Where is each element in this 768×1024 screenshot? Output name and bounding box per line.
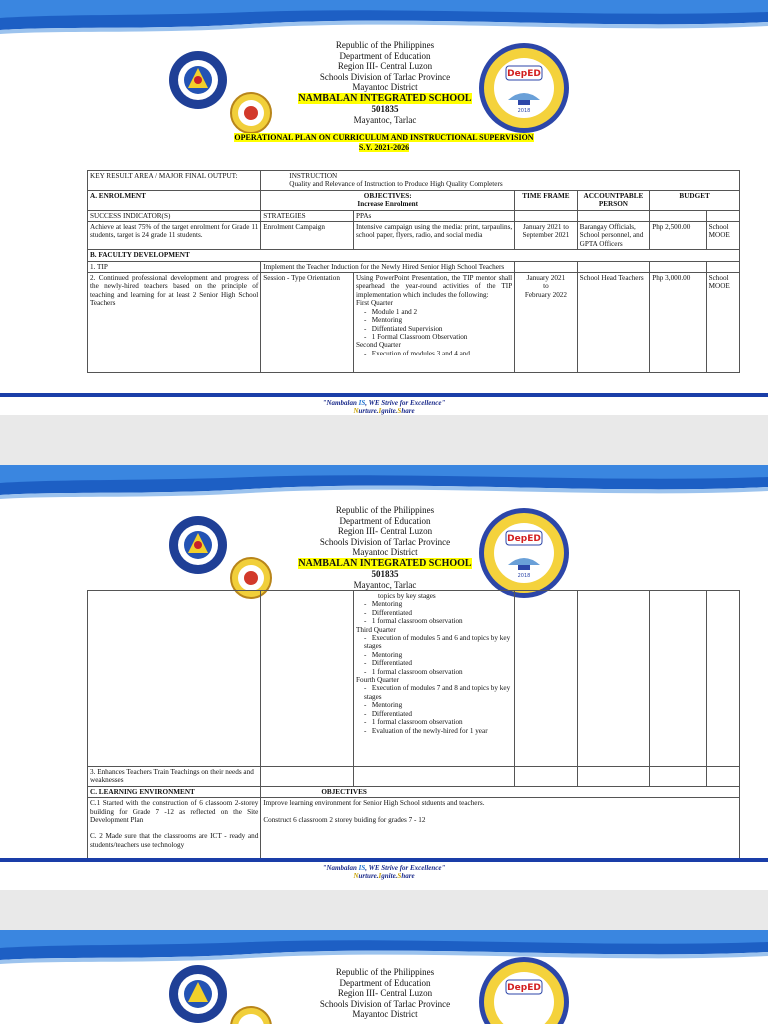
list-item: - Differentiated — [364, 659, 413, 668]
list-item: - Differentiated — [364, 608, 413, 617]
header-line-division: Schools Division of Tarlac Province — [319, 71, 451, 82]
table-row: C.1 Started with the construction of 6 classoom 2-storey building for Grade 7 -12 as reflected on the Site Development Plan C. 2 Made sure that the classrooms are ICT - ready and students/teachers use technology Improve learning environment for Senior High School stduents and teachers. Construct 6 classroom 2 storey buiding for grades 7 - 12 — [88, 798, 740, 860]
strategies-header: STRATEGIES — [261, 210, 354, 221]
school-id: 501835 — [371, 104, 399, 114]
page-2 — [0, 465, 768, 890]
footer-bar — [0, 858, 768, 862]
school-seal-right — [478, 42, 570, 134]
list-item: - Execution of modules 5 and 6 and topics by key stages — [364, 634, 511, 651]
objectives-label: OBJECTIVES: — [363, 191, 412, 200]
operational-plan-table-1 — [87, 170, 740, 373]
table-row — [88, 210, 740, 221]
kra-value: INSTRUCTION — [289, 172, 338, 180]
svg-text:DepED: DepED — [507, 534, 541, 544]
school-motto: "Nambalan IS, WE Strive for Excellence" Nurture.Ignite.Share — [322, 399, 446, 415]
school-seal-right — [478, 956, 570, 1024]
school-header: Republic of the Philippines Department of Education Region III- Central Luzon Schools Division of Tarlac Province Mayantoc District — [319, 967, 451, 1019]
svg-text:2018: 2018 — [517, 573, 531, 579]
header-line-deped: Department of Education — [339, 50, 431, 61]
list-item: - Module 1 and 2 — [363, 307, 418, 316]
header-line-region: Region III- Central Luzon — [337, 61, 433, 71]
list-item: - Differentiated — [364, 709, 413, 718]
list-item: - Execution of modules 7 and 8 and topics by key stages — [364, 684, 511, 701]
plan-school-year: S.Y. 2021-2026 — [358, 143, 410, 152]
objectives-label: OBJECTIVES — [261, 786, 740, 797]
list-item: - Mentoring — [363, 316, 403, 325]
page-3 — [0, 930, 768, 1024]
school-motto: "Nambalan IS, WE Strive for Excellence" Nurture.Ignite.Share — [322, 864, 446, 880]
division-seal-middle — [230, 1006, 272, 1024]
list-item: - 1 formal classroom observation — [364, 718, 463, 727]
list-item: - Mentoring — [364, 600, 403, 609]
list-item: - Diffentiated Supervision — [363, 324, 443, 333]
section-c-header: C. LEARNING ENVIRONMENT — [88, 786, 261, 797]
list-item: - Evaluation of the newly-hired for 1 year — [364, 726, 488, 735]
school-seal-right — [478, 507, 570, 599]
table-row: 1. TIP Implement the Teacher Induction for the Newly Hired Senior High School Teachers — [88, 261, 740, 272]
header-line-district: Mayantoc District — [352, 82, 418, 92]
objectives-value: Increase Enrolment — [357, 200, 419, 209]
table-row: Achieve at least 75% of the target enrolment for Grade 11 students, target is 24 grade 11 students. Enrolment Campaign Intensive campaign using the media: print, tarpaulins, school paper, flyers, radio, and social media January 2021 to September 2021 Barangay Officials, School personnel, and GPTA Officers Php 2,500.00 School MOOE — [88, 222, 740, 250]
table-row — [88, 171, 740, 191]
table-row: topics by key stages - Mentoring - Differentiated - 1 formal classroom observation Third Quarter - Execution of modules 5 and 6 and topics by key stages - Mentoring - Differentiated - 1 formal classroom observation Fourth Quarter - Execution of modules 7 and 8 and topics by key stages - Mentoring - Differentiated - 1 formal classroom observation - Evaluation of the newly-hired for 1 year — [88, 591, 740, 767]
deped-seal-left — [168, 50, 228, 110]
section-b-header: B. FACULTY DEVELOPMENT — [88, 250, 740, 261]
deped-seal-left — [168, 515, 228, 575]
school-header — [290, 40, 480, 125]
school-header: Republic of the Philippines Department of Education Region III- Central Luzon Schools Division of Tarlac Province Mayantoc District NAMBALAN INTEGRATED SCHOOL 501835 Mayantoc, Tarlac — [298, 505, 472, 590]
list-item: - 1 Formal Classroom Observation — [363, 332, 468, 341]
header-line-republic: Republic of the Philippines — [335, 40, 435, 50]
section-a-header: A. ENROLMENT — [88, 190, 261, 210]
deped-logo-text: DepED — [507, 69, 541, 79]
table-row: 2. Continued professional development and progress of the newly-hired teachers based on the principle of teaching and learning for at least 2 Senior High School Teachers Session - Type Orientation Using PowerPoint Presentation, the TIP mentor shall spearhead the year-round activities of the TIP implementation which includes the following: First Quarter - Module 1 and 2 - Mentoring - Diffentiated Supervision - 1 Formal Classroom Observation Second Quarter - Execution of modules 3 and 4 and January 2021 to February 2022 School Head Teachers Php 3,000.00 School MOOE — [88, 273, 740, 373]
table-row: 3. Enhances Teachers Train Teachings on their needs and weaknesses — [88, 767, 740, 787]
list-item: - Mentoring — [364, 701, 403, 710]
list-item: - 1 formal classroom observation — [364, 617, 463, 626]
list-item: - Mentoring — [364, 650, 403, 659]
svg-text:DepED: DepED — [507, 983, 541, 993]
table-row — [88, 190, 740, 210]
table-row — [88, 250, 740, 261]
deped-seal-left — [168, 964, 228, 1024]
division-seal-middle — [230, 92, 272, 134]
budget-header: BUDGET — [650, 190, 740, 210]
plan-title: OPERATIONAL PLAN ON CURRICULUM AND INSTRUCTIONAL SUPERVISION S.Y. 2021-2026 — [234, 133, 534, 152]
page-1 — [0, 0, 768, 415]
success-indicator-header: SUCCESS INDICATOR(S) — [88, 210, 261, 221]
footer-bar — [0, 393, 768, 397]
accountable-header: ACCOUNTPABLE PERSON — [577, 190, 650, 210]
kra-label: KEY RESULT AREA / MAJOR FINAL OUTPUT: — [88, 171, 261, 191]
ppas-header: PPAs — [353, 210, 514, 221]
operational-plan-table-2 — [87, 590, 740, 860]
school-name: NAMBALAN INTEGRATED SCHOOL — [298, 92, 472, 104]
svg-text:2018: 2018 — [517, 108, 531, 114]
school-town: Mayantoc, Tarlac — [353, 114, 417, 125]
kra-sub: Quality and Relevance of Instruction to Produce High Quality Completers — [289, 180, 503, 189]
table-row — [88, 786, 740, 797]
list-item: - 1 formal classroom observation — [364, 667, 463, 676]
time-frame-header: TIME FRAME — [515, 190, 577, 210]
